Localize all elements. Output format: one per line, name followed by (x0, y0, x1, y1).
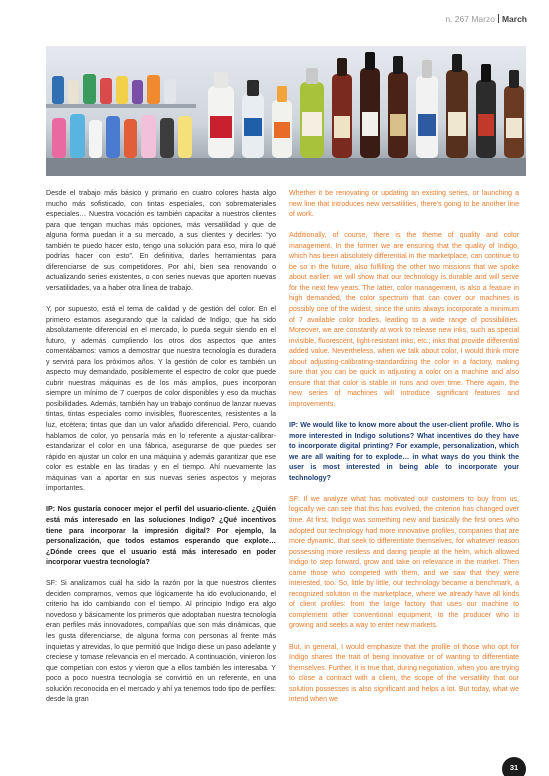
running-header (445, 14, 527, 24)
interview-question: IP: Nos gustaría conocer mejor el perfil del usuario-cliente. ¿Quién está más interesado en las soluciones Indigo? ¿Qué incentivos tiene para incorporar la impresión digital? Por ejemplo, la personalización, que todos estamos esperando que explote… ¿Dónde crees que el usuario está más interesado en poder incorporar vuestra tecnología? (46, 506, 276, 567)
paragraph: SF: If we analyze what has motivated our customers to buy from us, logically we can see that this has evolved, the criterion has changed over time. At first, Indigo was something new and basically the first ones who adopted our technology had more innovative profiles, companies that are more dynamic, that seek to differentiate themselves, for whatever reason possessing more restless and daring people at the helm, which allowed Indigo to step forward, grow and take on relevance in the market. Then came those who competed with them, and we saw that they were interested, too. So, little by little, our technology became a benchmark, a recognized solution in the marketplace, where we already have all kinds of client profiles: from the large factory that uses our machine to complement other conventional equipment, to the producer who is growing and seeks a way to enter new markets. (289, 495, 519, 630)
month-label: March (501, 14, 527, 24)
paragraph: Desde el trabajo más básico y primario en cuatro colores hasta algo mucho más sofisticado, con tintas especiales, con sobremateriales especiales… Nuestra vocación es también capacitar a nuestros clientes para que tengan muchas más opciones, más versatilidad y que de alguna forma puedan ir a su mercado, a sus clientes y decirles: “yo también te puedo hacer esto, tengo una solución para eso, mira lo qué podrías hacer con esto”. En definitiva, darles herramientas para diferenciarse de sus competidores. Por ahí, bien sea renovando o actualizando series existentes, o con series nuevas que aporten nuevas versatilidades, va a haber otra línea de trabajo. (46, 190, 276, 292)
paragraph: Whether it be renovating or updating an existing series, or launching a new line that introduces new versatilities, there's going to be another line of work. (289, 190, 519, 219)
interview-question: IP: We would like to know more about the user-client profile. Who is more interested in Indigo solutions? What incentives do they have to incorporate digital printing? For example, personalization, which we are all waiting for to explode… in what ways do you think the user is most interested in being able to incorporate your technology? (289, 422, 519, 482)
bottles-illustration (46, 46, 526, 176)
english-column (289, 189, 519, 716)
paragraph: But, in general, I would emphasize that the profile of those who opt for Indigo shares the trait of being innovative or of wanting to differentiate themselves. Further, it is true that, during negotiation, when you are trying to close a contract with a client, the scope of the versatility that our solution possesses is also significant and helps a lot. But today, what we intend when we (289, 643, 519, 704)
paragraph: SF: Si analizamos cuál ha sido la razón por la que nuestros clientes deciden comprarnos, vemos que lógicamente ha ido evolucionando, el criterio ha ido cambiando con el tiempo. Al principio Indigo era algo novedoso y básicamente los primeros que adoptaban nuestra tecnología eran perfiles más innovadores, compañías que son más dinámicas, que les gusta diferenciarse, de alguna forma con personas al frente más inquietas y atrevidas, lo que permitió que Indigo diese un paso adelante y creciese y tomase relevancia en el mercado. A continuación, vinieron los que competían con estos y vieron que a ellos también les interesaba. Y poco a poco nuestra tecnología se convirtió en un referente, en una solución reconocida en el mercado y ahí ya tenemos todo tipo de perfiles: desde la gran (46, 580, 276, 704)
page-number-badge: 31 (502, 757, 526, 776)
product-photo (46, 46, 526, 176)
spanish-column (46, 189, 276, 716)
issue-label: n. 267 Marzo (445, 14, 495, 24)
paragraph: Y, por supuesto, está el tema de calidad y de gestión del color. En el primero estamos asegurando que la calidad de Indigo, que ha sido absolutamente diferencial en el mercado, lo pueda seguir siendo en el futuro, y además cumpliendo los otros dos aspectos que antes comentábamos: vamos a demostrar que nuestra tecnología es duradera y servirá para los próximos años. Y la gestión de color es también un aspecto muy demandado, posiblemente el espectro de color que puede cubrir nuestras máquinas es de los más amplios, pues incorporan siempre un mínimo de 7 cuerpos de color disponibles y eso da muchas posibilidades. Además, también hay un trabajo continuo de lanzar nuevas tintas, tintas especiales como invisibles, fluorescentes, resistentes a la luz, etcétera; tintas que dan un valor añadido diferencial. Pero, cuando hablamos de color, yo pensaría más en lo referente a ajustar-calibrar-estandarizar el color en una fábrica, asegurarse de que puedes ser rápido en ajustar un color en una máquina y además garantizar que ese color es estable en las tiradas y en el tiempo. Ahí nuevamente las máquinas van a aportar en sus nuevas series aspectos y mejoras importantes. (46, 306, 276, 493)
paragraph: Additionally, of course, there is the theme of quality and color management. In the former we are ensuring that the quality of Indigo, which has been absolutely differential in the marketplace, can continue to be so in the future, also fulfilling the other two missions that we spoke about earlier: we will show that our technology is durable and will serve for the next few years. The latter, color management, is also a feature in high demanded, the color spectrum that can cover our machines is possibly one of the widest, since the units always incorporate a minimum of 7 available color bodies, leading to a wide range of possibilities. Moreover, we are constantly at work to release new inks, such as special invisible, fluorescent, light-resistant inks, etc.; inks that provide differential added value. Nevertheless, when we talk about color, I would think more about adjusting-calibrating-standardizing the color in a factory, making sure that you can be quick in adjusting a color on a machine and also ensure that that color is stable in runs and over time. There again, the new series of machines will introduce significant features and improvements. (289, 232, 519, 408)
header-divider (498, 14, 499, 23)
